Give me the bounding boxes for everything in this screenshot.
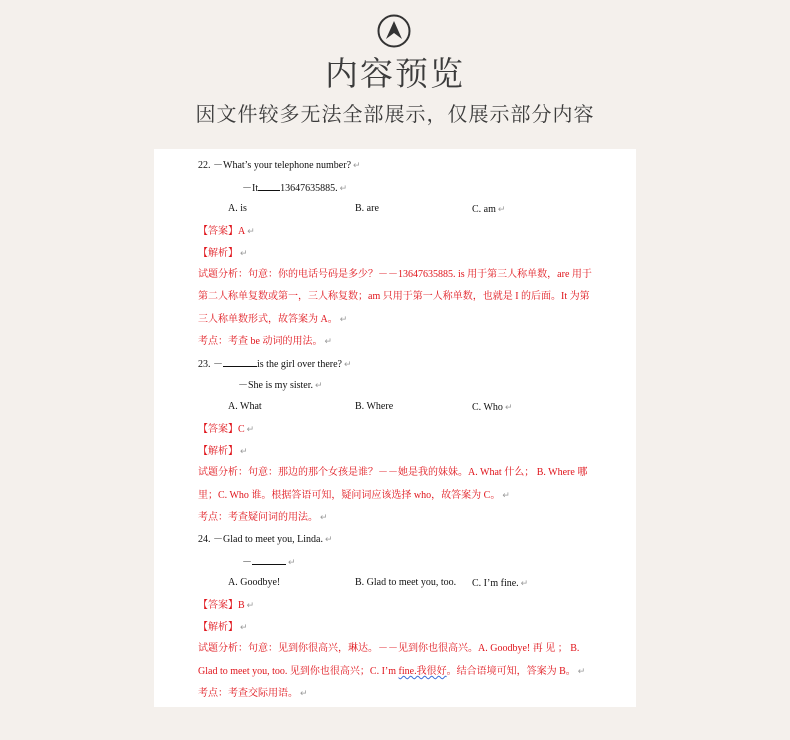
option-b: B. are [355, 203, 379, 214]
option-c: C. Who ↵ [472, 402, 513, 413]
answer-24: 【答案】B ↵ [198, 600, 255, 611]
analysis-label: 【解析】 ↵ [198, 622, 248, 633]
option-a: A. Goodbye! [228, 577, 281, 588]
option-c: C. am ↵ [472, 204, 506, 215]
question-24-reply: － ↵ [242, 554, 296, 570]
exam-point: 考点：考查 be 动词的用法。 ↵ [198, 336, 332, 347]
spellcheck-underline: fine.我很好 [398, 666, 447, 677]
answer-blank [258, 180, 280, 191]
analysis-text: 试题分析：句意：你的电话号码是多少？－－13647635885. is 用于第三人称单数，are 用于 [198, 269, 592, 280]
analysis-text: 试题分析：句意：那边的那个女孩是谁？－－她是我的妹妹。A. What 什么； B. Where 哪 [198, 467, 588, 478]
analysis-text: 试题分析：句意：见到你很高兴，琳达。－－见到你也很高兴。A. Goodbye! 再 见 ； B. [198, 643, 580, 654]
exam-point: 考点：考查交际用语。 ↵ [198, 688, 308, 699]
question-23: 23. － is the girl over there? ↵ [198, 356, 352, 372]
analysis-text: 里；C. Who 谁。根据答语可知，疑问词应该选择 who，故答案为 C。 ↵ [198, 490, 510, 501]
analysis-text: 三人称单数形式，故答案为 A。 ↵ [198, 314, 348, 325]
analysis-label: 【解析】 ↵ [198, 446, 248, 457]
page-title: 内容预览 [325, 54, 465, 93]
question-23-reply: －She is my sister. ↵ [238, 380, 323, 391]
option-a: A. What [228, 401, 262, 412]
up-arrow-circle-icon [377, 14, 411, 48]
answer-blank [223, 356, 257, 367]
page-subtitle: 因文件较多无法全部展示，仅展示部分内容 [195, 102, 595, 126]
option-a: A. is [228, 203, 247, 214]
answer-blank [252, 554, 286, 565]
answer-22: 【答案】A ↵ [198, 226, 255, 237]
document-preview [154, 149, 636, 707]
analysis-label: 【解析】 ↵ [198, 248, 248, 259]
option-b: B. Glad to meet you, too. [355, 577, 457, 588]
analysis-text: 第二人称单复数或第一，三人称复数；am 只用于第一人称单数，也就是 I 的后面。It 为第 [198, 291, 590, 302]
option-c: C. I’m fine. ↵ [472, 578, 529, 589]
answer-23: 【答案】C ↵ [198, 424, 255, 435]
exam-point: 考点：考查疑问词的用法。 ↵ [198, 512, 328, 523]
question-22-reply: －It 13647635885. ↵ [242, 180, 347, 196]
option-b: B. Where [355, 401, 394, 412]
question-22: 22. －What’s your telephone number? ↵ [198, 160, 361, 171]
analysis-text: Glad to meet you, too. 见到你也很高兴；C. I’m fine.我很好。结合语境可知，答案为 B。 ↵ [198, 666, 586, 677]
question-24: 24. －Glad to meet you, Linda. ↵ [198, 534, 333, 545]
